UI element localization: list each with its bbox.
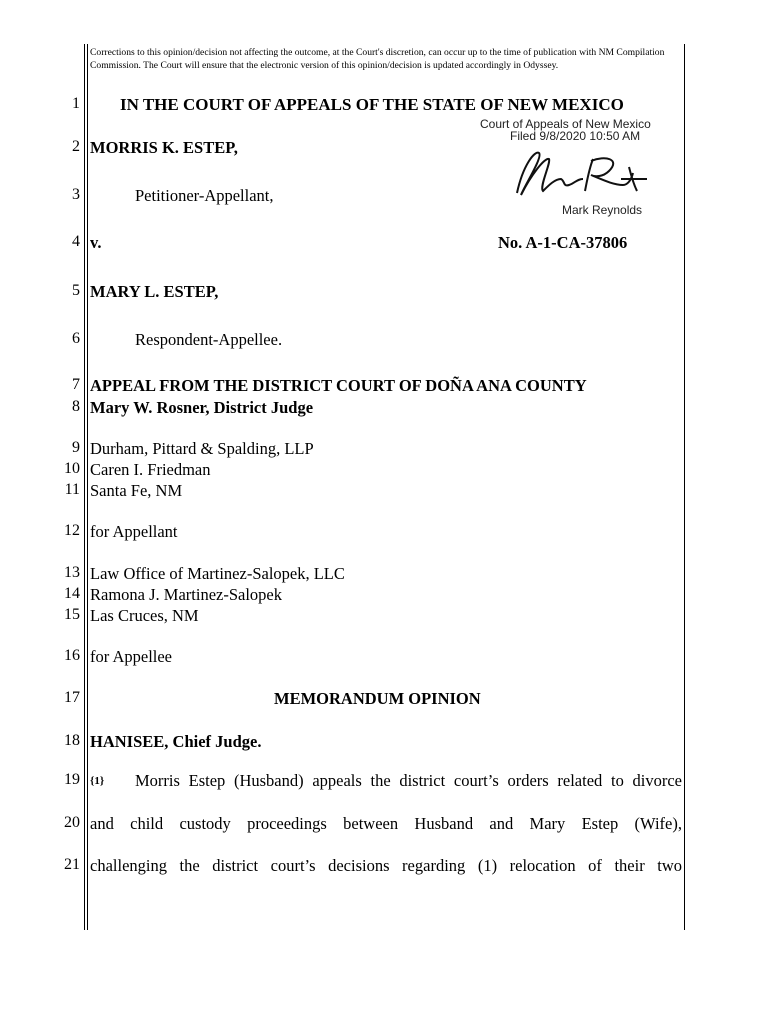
opinion-author: HANISEE, Chief Judge. xyxy=(90,732,262,751)
right-margin-rule xyxy=(684,44,685,930)
line-number: 10 xyxy=(64,460,80,477)
line-number: 3 xyxy=(72,186,80,203)
line-number: 20 xyxy=(64,814,80,831)
line-number: 5 xyxy=(72,282,80,299)
respondent-name: MARY L. ESTEP, xyxy=(90,282,219,301)
filing-stamp-date: Filed 9/8/2020 10:50 AM xyxy=(510,129,641,143)
petitioner-role: Petitioner-Appellant, xyxy=(135,186,274,205)
appellant-city: Santa Fe, NM xyxy=(90,481,183,500)
left-margin-rule-outer xyxy=(84,44,85,930)
respondent-role: Respondent-Appellee. xyxy=(135,330,283,349)
district-judge: Mary W. Rosner, District Judge xyxy=(90,398,314,417)
correction-notice: Corrections to this opinion/decision not affecting the outcome, at the Court's discretion, can occur up to the time of publication with NM Compilation Commission. The Court will ensure that the electronic version of this opinion/decision is updated accordingly in Odyssey. xyxy=(90,47,665,71)
line-number: 8 xyxy=(72,398,80,415)
appellee-city: Las Cruces, NM xyxy=(90,606,199,625)
appellee-label: for Appellee xyxy=(90,647,173,666)
appellant-attorney: Caren I. Friedman xyxy=(90,460,211,479)
appellant-label: for Appellant xyxy=(90,522,178,541)
line-number: 9 xyxy=(72,439,80,456)
line-number: 18 xyxy=(64,732,80,749)
line-number: 12 xyxy=(64,522,80,539)
petitioner-name: MORRIS K. ESTEP, xyxy=(90,138,238,157)
court-title: IN THE COURT OF APPEALS OF THE STATE OF NEW MEXICO xyxy=(120,95,624,114)
opinion-text-line: challenging the district court’s decisions regarding (1) relocation of their two xyxy=(90,856,682,875)
line-number: 11 xyxy=(64,481,80,498)
line-number: 6 xyxy=(72,330,80,347)
filing-stamp-court: Court of Appeals of New Mexico xyxy=(480,117,651,131)
signature-image xyxy=(505,145,655,205)
line-number: 1 xyxy=(72,95,80,112)
filing-stamp-signer: Mark Reynolds xyxy=(562,203,643,217)
appellant-firm: Durham, Pittard & Spalding, LLP xyxy=(90,439,314,458)
appeal-from: APPEAL FROM THE DISTRICT COURT OF DOÑA ANA COUNTY xyxy=(90,376,587,395)
versus: v. xyxy=(90,233,102,252)
line-number: 2 xyxy=(72,138,80,155)
paragraph-marker: {1} xyxy=(90,775,105,787)
opinion-text-line: Morris Estep (Husband) appeals the district court’s orders related to divorce xyxy=(135,771,682,790)
appellee-attorney: Ramona J. Martinez-Salopek xyxy=(90,585,282,604)
left-margin-rule-inner xyxy=(87,44,88,930)
line-number: 14 xyxy=(64,585,80,602)
line-number: 21 xyxy=(64,856,80,873)
appellee-firm: Law Office of Martinez-Salopek, LLC xyxy=(90,564,345,583)
line-number: 7 xyxy=(72,376,80,393)
line-number: 19 xyxy=(64,771,80,788)
line-number: 13 xyxy=(64,564,80,581)
case-number: No. A-1-CA-37806 xyxy=(498,233,628,252)
line-number: 16 xyxy=(64,647,80,664)
opinion-heading: MEMORANDUM OPINION xyxy=(274,689,481,708)
opinion-text-line: and child custody proceedings between Husband and Mary Estep (Wife), xyxy=(90,814,682,833)
line-number: 15 xyxy=(64,606,80,623)
line-number: 17 xyxy=(64,689,80,706)
line-number: 4 xyxy=(72,233,80,250)
